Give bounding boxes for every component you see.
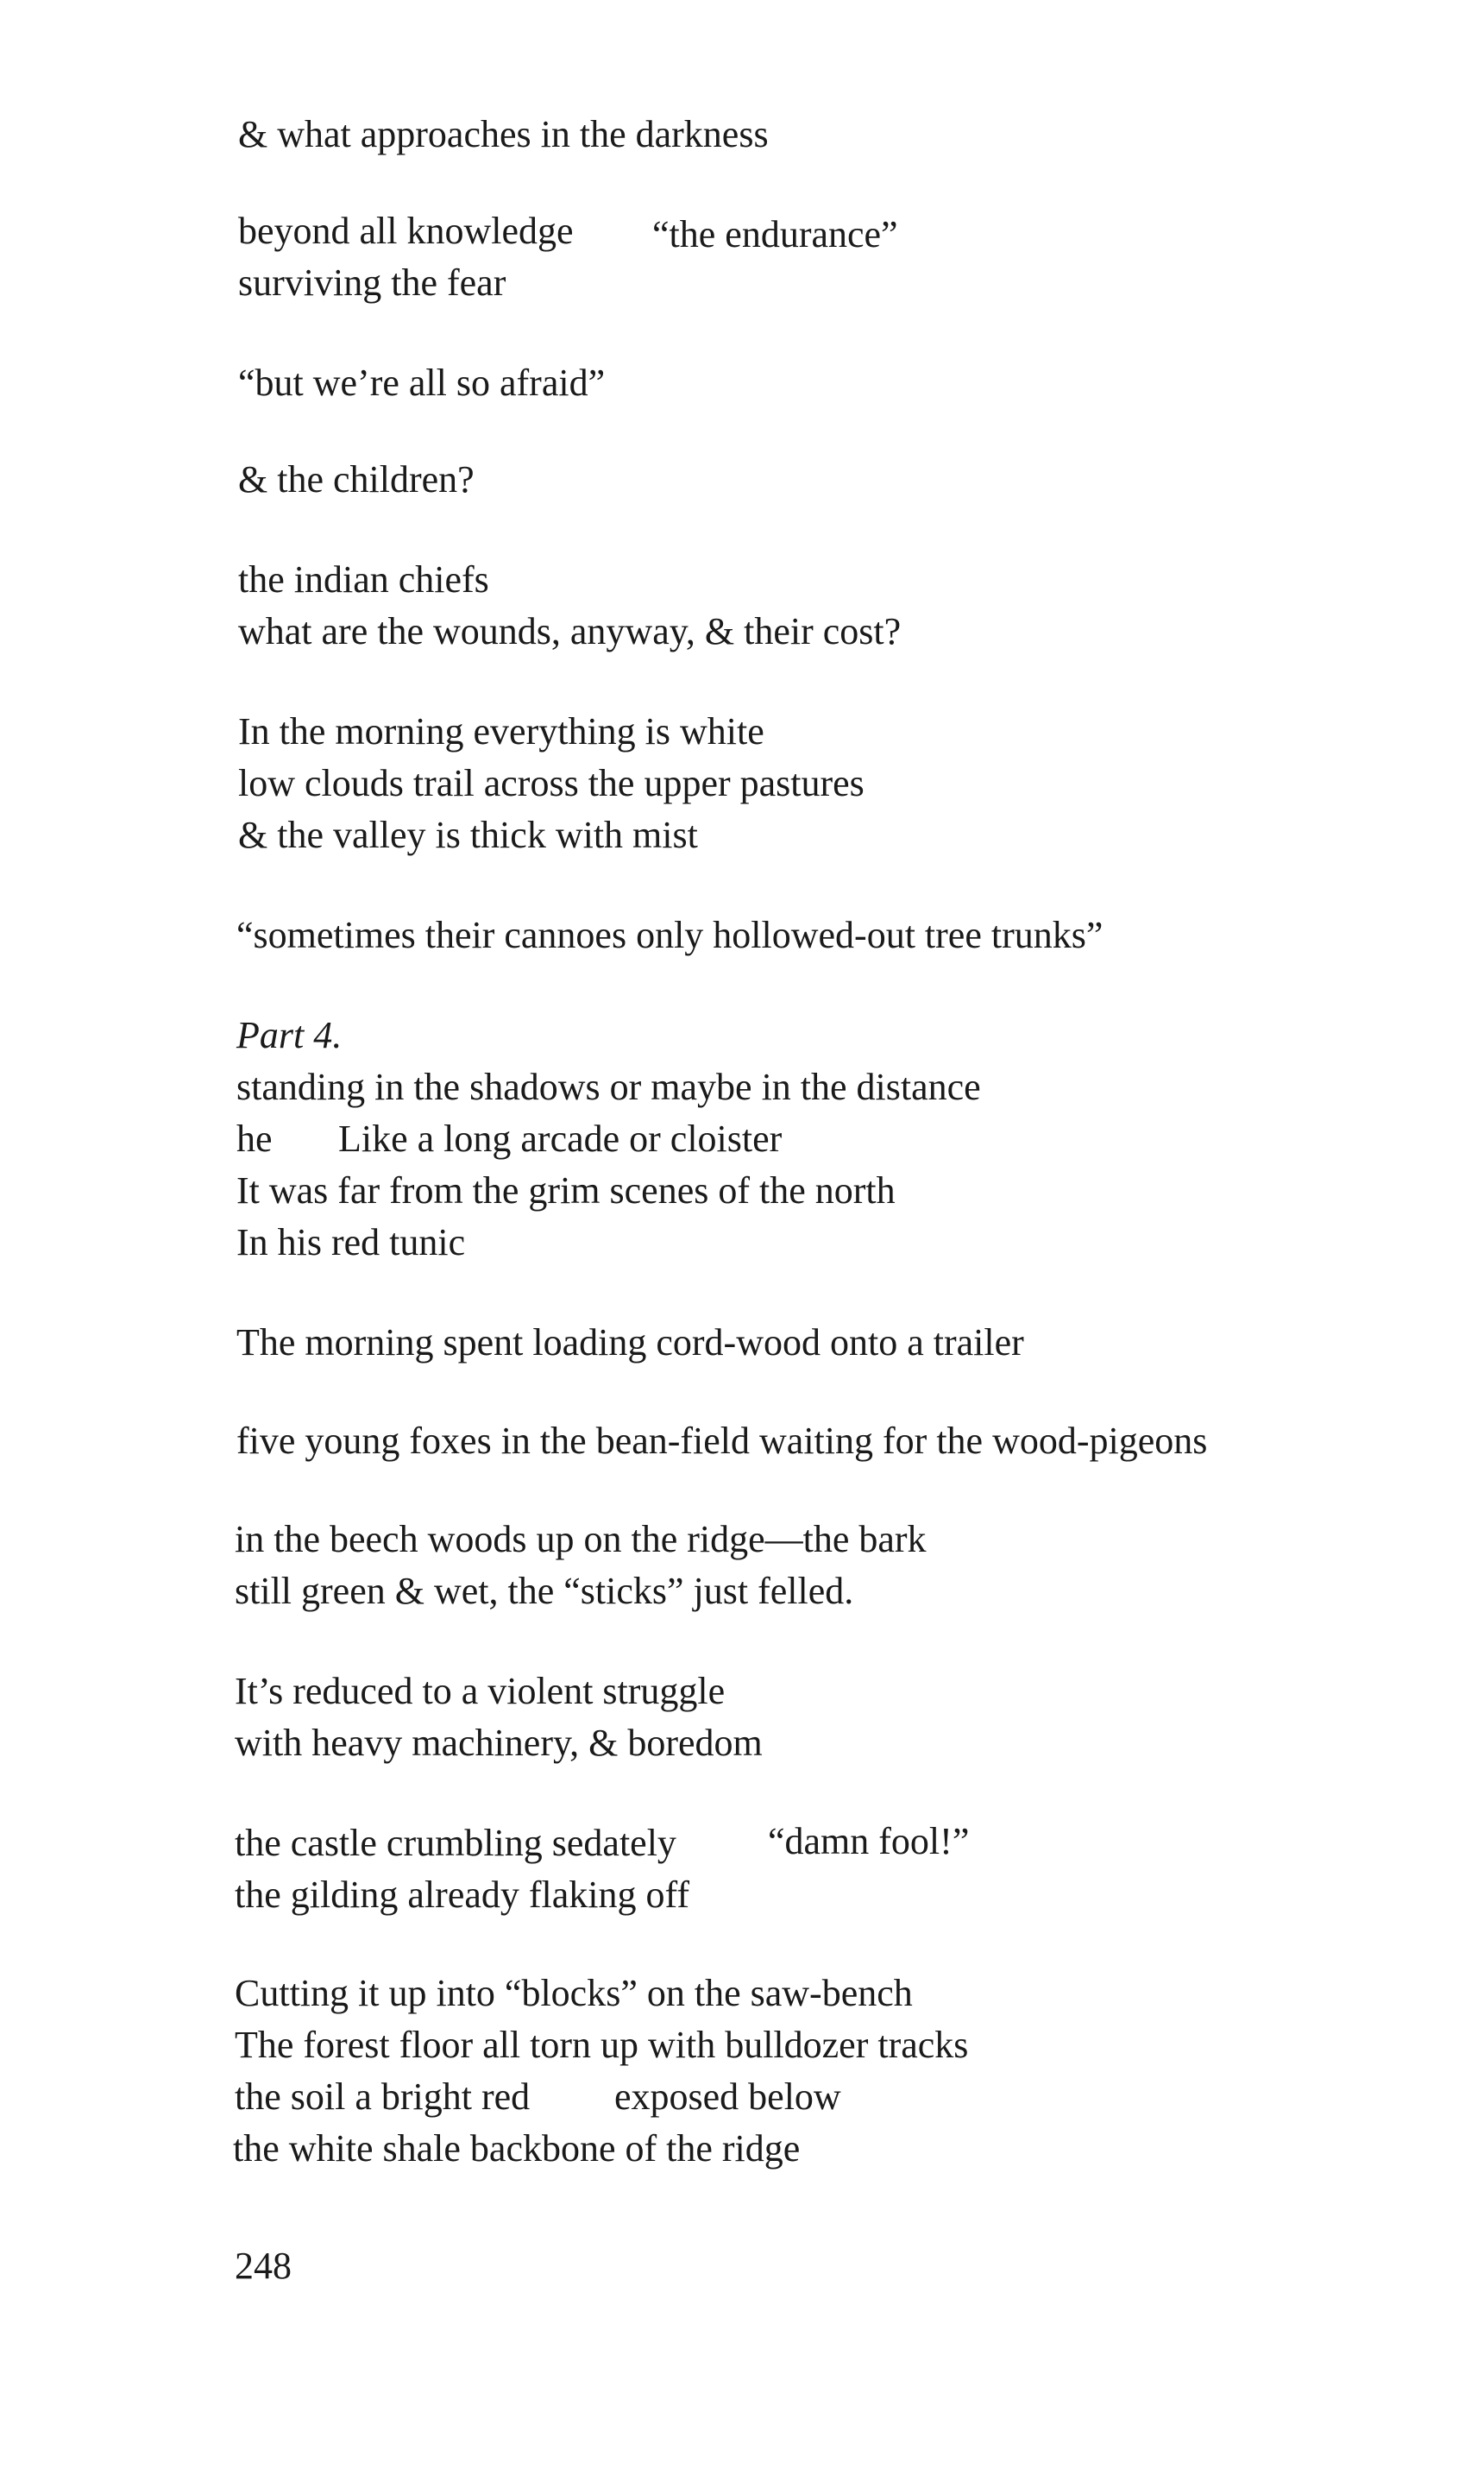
poem-line: & the children? — [238, 458, 475, 501]
poem-line: The morning spent loading cord-wood onto a trailer — [236, 1321, 1024, 1364]
poem-line: the gilding already flaking off — [235, 1874, 690, 1916]
poem-line: with heavy machinery, & boredom — [235, 1722, 763, 1764]
poem-line: five young foxes in the bean-field waiting for the wood-pigeons — [236, 1420, 1208, 1462]
poem-line: surviving the fear — [238, 261, 506, 304]
poem-line: Cutting it up into “blocks” on the saw-bench — [235, 1972, 913, 2014]
poem-line: It’s reduced to a violent struggle — [235, 1670, 726, 1712]
poem-line: Like a long arcade or cloister — [338, 1118, 783, 1160]
poem-aside: exposed below — [614, 2075, 841, 2118]
section-heading: Part 4. — [236, 1014, 343, 1056]
poem-line: what are the wounds, anyway, & their cost? — [238, 610, 902, 652]
poem-line: “but we’re all so afraid” — [238, 362, 606, 404]
poem-line: in the beech woods up on the ridge—the bark — [235, 1518, 927, 1560]
page-number: 248 — [235, 2245, 292, 2287]
poem-line: beyond all knowledge — [238, 210, 574, 252]
poem-line: In his red tunic — [236, 1221, 466, 1263]
poem-line: standing in the shadows or maybe in the distance — [236, 1066, 981, 1108]
poem-line: The forest floor all torn up with bulldozer tracks — [235, 2024, 969, 2066]
poem-line-prefix: he — [236, 1118, 273, 1160]
poem-aside-quote: “the endurance” — [652, 213, 898, 255]
poem-line: “sometimes their cannoes only hollowed-out tree trunks” — [236, 914, 1104, 956]
poem-line: In the morning everything is white — [238, 710, 764, 753]
poem-aside-quote: “damn fool!” — [768, 1820, 970, 1862]
poem-line: the indian chiefs — [238, 558, 489, 601]
poem-line: the soil a bright red — [235, 2075, 531, 2118]
poem-line: the white shale backbone of the ridge — [233, 2127, 801, 2170]
poem-line: low clouds trail across the upper pastures — [238, 762, 865, 804]
poem-line: It was far from the grim scenes of the north — [236, 1169, 896, 1212]
poem-line: & the valley is thick with mist — [238, 814, 698, 856]
poem-line: still green & wet, the “sticks” just felled. — [235, 1570, 854, 1612]
poem-line: the castle crumbling sedately — [235, 1822, 676, 1864]
poem-line: & what approaches in the darkness — [238, 113, 769, 155]
